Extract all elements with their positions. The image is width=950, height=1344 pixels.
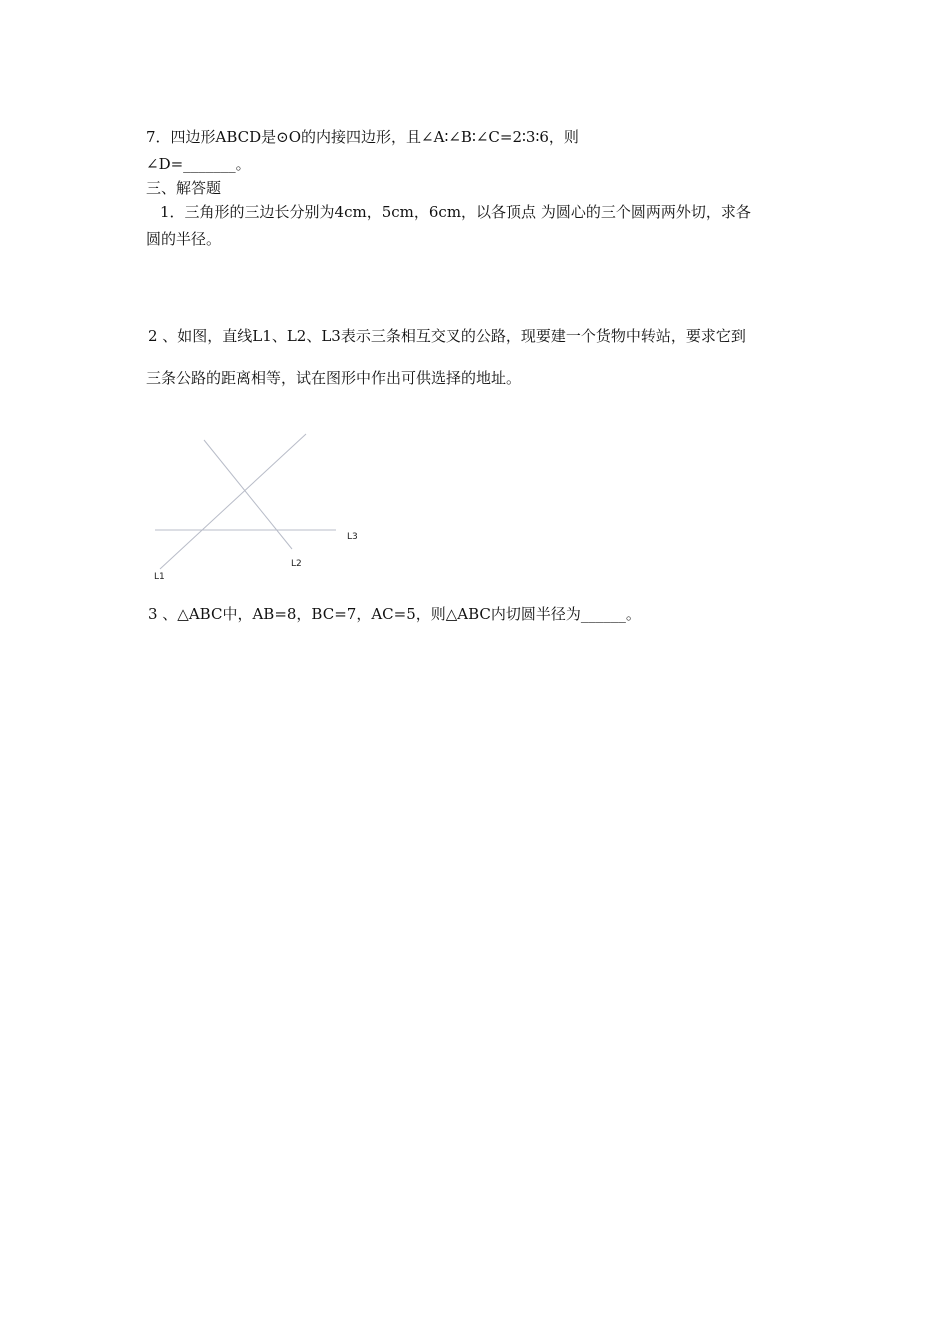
question-1-line-2: 圆的半径。 [146, 230, 222, 248]
question-7-line-1: 7．四边形ABCD是⊙O的内接四边形，且∠A∶∠B∶∠C=2∶3∶6，则 [146, 128, 579, 146]
question-7-line-2: ∠D=_______。 [146, 155, 251, 173]
label-l3: L3 [347, 532, 358, 542]
road-line-l1 [160, 434, 306, 569]
label-l2: L2 [291, 559, 302, 569]
question-3-line-1: 3 、△ABC中，AB=8，BC=7，AC=5，则△ABC内切圆半径为______。 [148, 605, 641, 623]
question-2-line-2: 三条公路的距离相等，试在图形中作出可供选择的地址。 [146, 369, 522, 387]
roads-figure [140, 425, 380, 590]
section-3-title: 三、解答题 [146, 179, 222, 197]
roads-diagram [140, 425, 380, 590]
label-l1: L1 [154, 572, 165, 582]
question-2-line-1: 2 、如图，直线L1、L2、L3表示三条相互交叉的公路，现要建一个货物中转站，要求它到 [148, 327, 746, 345]
road-line-l2 [204, 440, 292, 549]
question-1-line-1: 1．三角形的三边长分别为4cm，5cm，6cm，以各顶点 为圆心的三个圆两两外切，求各 [160, 203, 751, 221]
